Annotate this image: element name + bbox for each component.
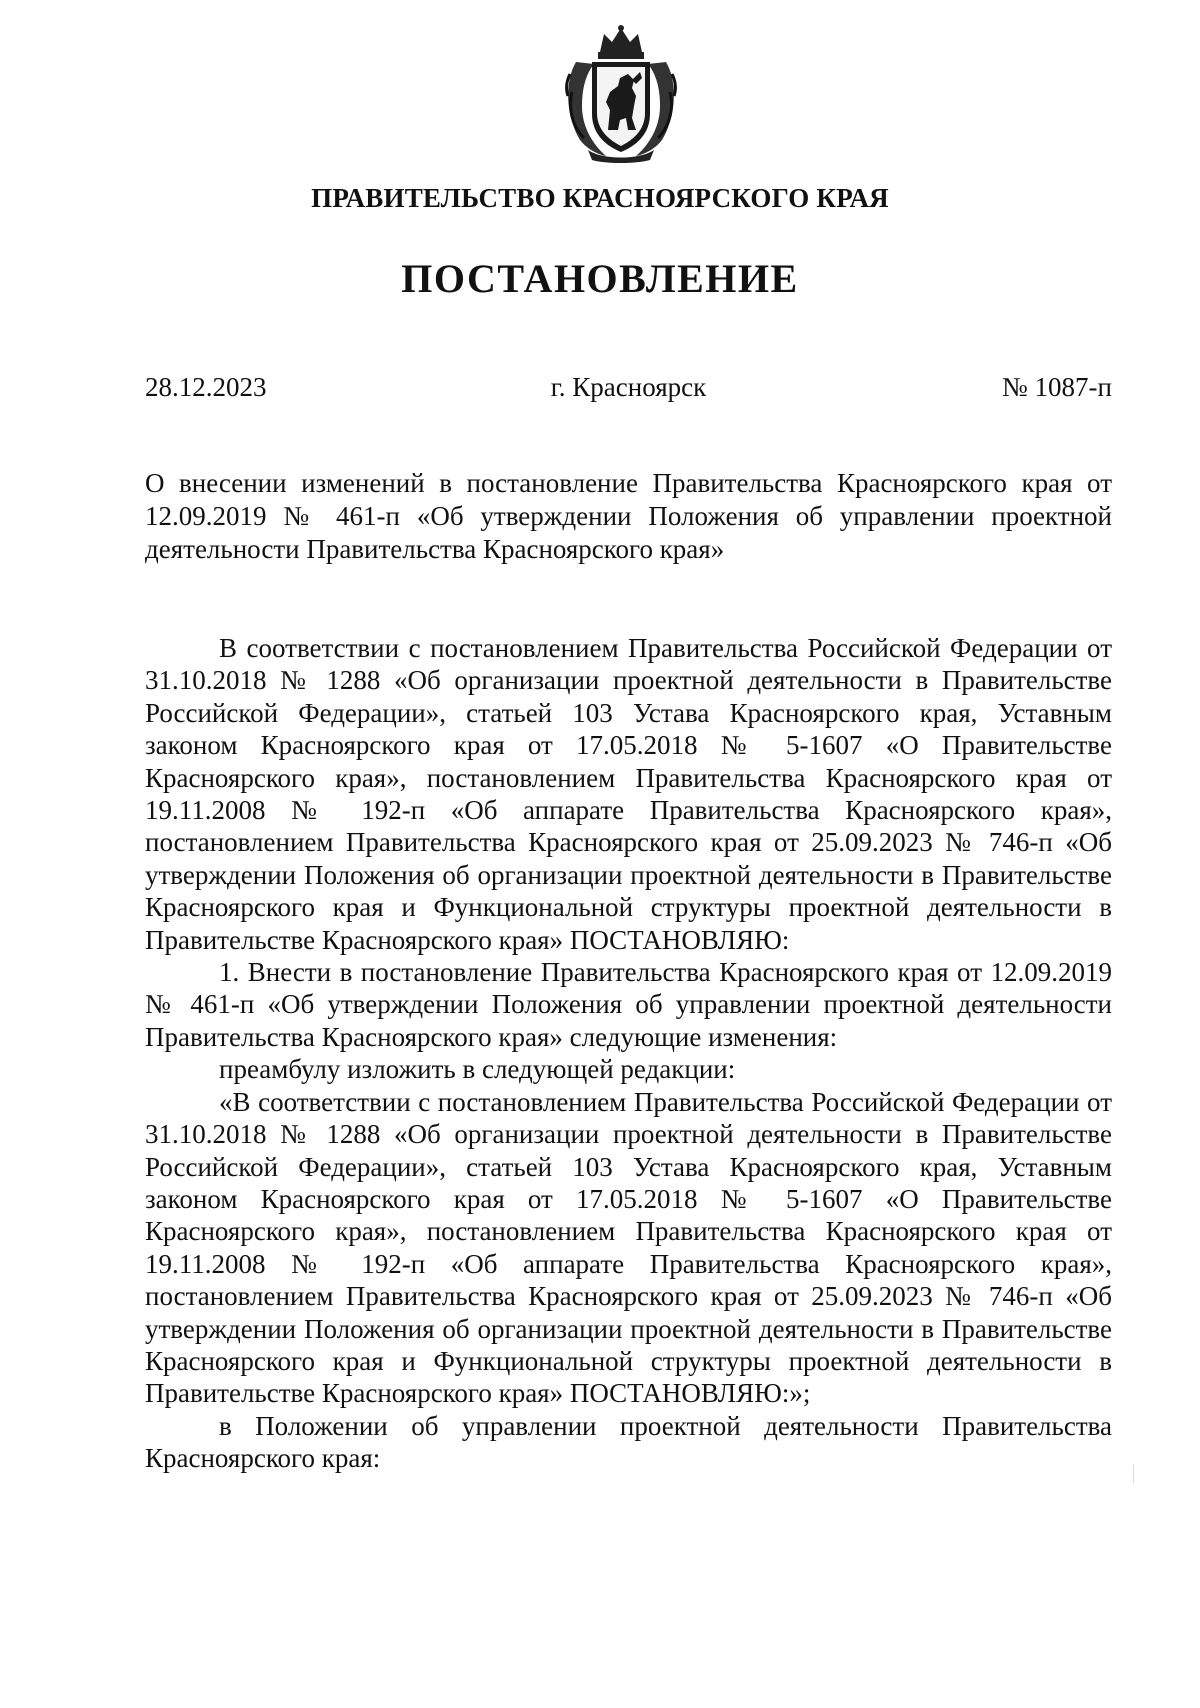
document-number: № 1087-п: [1002, 372, 1112, 402]
document-meta-row: [145, 372, 1112, 408]
document-body: [145, 632, 1112, 1475]
document-date: 28.12.2023: [145, 372, 267, 402]
body-paragraph-regulation-changes: в Положении об управлении проектной деятельности Правительства Красноярского края:: [145, 1410, 1112, 1474]
body-paragraph-preamble: В соответствии с постановлением Правительства Российской Федерации от 31.10.2018 № 1288 «Об организации проектной деятельности в Правительстве Российской Федерации», статьей 103 Устава Красноярского края, Уставным законом Красноярского края от 17.05.2018 № 5-1607 «О Правительстве Красноярского края», постановлением Правительства Красноярского края от 19.11.2008 № 192-п «Об аппарате Правительства Красноярского края», постановлением Правительства Красноярского края от 25.09.2023 № 746-п «Об утверждении Положения об организации проектной деятельности в Правительстве Красноярского края и Функциональной структуры проектной деятельности в Правительстве Красноярского края» ПОСТАНОВЛЯЮ:: [145, 633, 1112, 955]
document-type-title: ПОСТАНОВЛЕНИЕ: [401, 256, 799, 301]
scan-artifact: [1133, 1465, 1134, 1483]
body-paragraph-preamble-instruction: преамбулу изложить в следующей редакции:: [219, 1054, 736, 1085]
document-city: г. Красноярск: [550, 372, 707, 402]
body-paragraph-item-1: 1. Внести в постановление Правительства Красноярского края от 12.09.2019 № 461-п «Об утверждении Положения об управлении проектной деятельности Правительства Красноярского края» следующие изменения:: [145, 957, 1112, 1052]
body-paragraph-new-preamble: «В соответствии с постановлением Правительства Российской Федерации от 31.10.2018 № 1288 «Об организации проектной деятельности в Правительстве Российской Федерации», статьей 103 Устава Красноярского края, Уставным законом Красноярского края от 17.05.2018 № 5-1607 «О Правительстве Красноярского края», постановлением Правительства Красноярского края от 19.11.2008 № 192-п «Об аппарате Правительства Красноярского края», постановлением Правительства Красноярского края от 25.09.2023 № 746-п «Об утверждении Положения об организации проектной деятельности в Правительстве Красноярского края и Функциональной структуры проектной деятельности в Правительстве Красноярского края» ПОСТАНОВЛЯЮ:»;: [145, 1086, 1112, 1409]
organization-title: ПРАВИТЕЛЬСТВО КРАСНОЯРСКОГО КРАЯ: [311, 183, 889, 213]
coat-of-arms-icon: [562, 22, 680, 164]
document-subject: О внесении изменений в постановление Правительства Красноярского края от 12.09.2019 № 461-п «Об утверждении Положения об управлении проектной деятельности Правительства Красноярского края»: [145, 468, 1112, 564]
